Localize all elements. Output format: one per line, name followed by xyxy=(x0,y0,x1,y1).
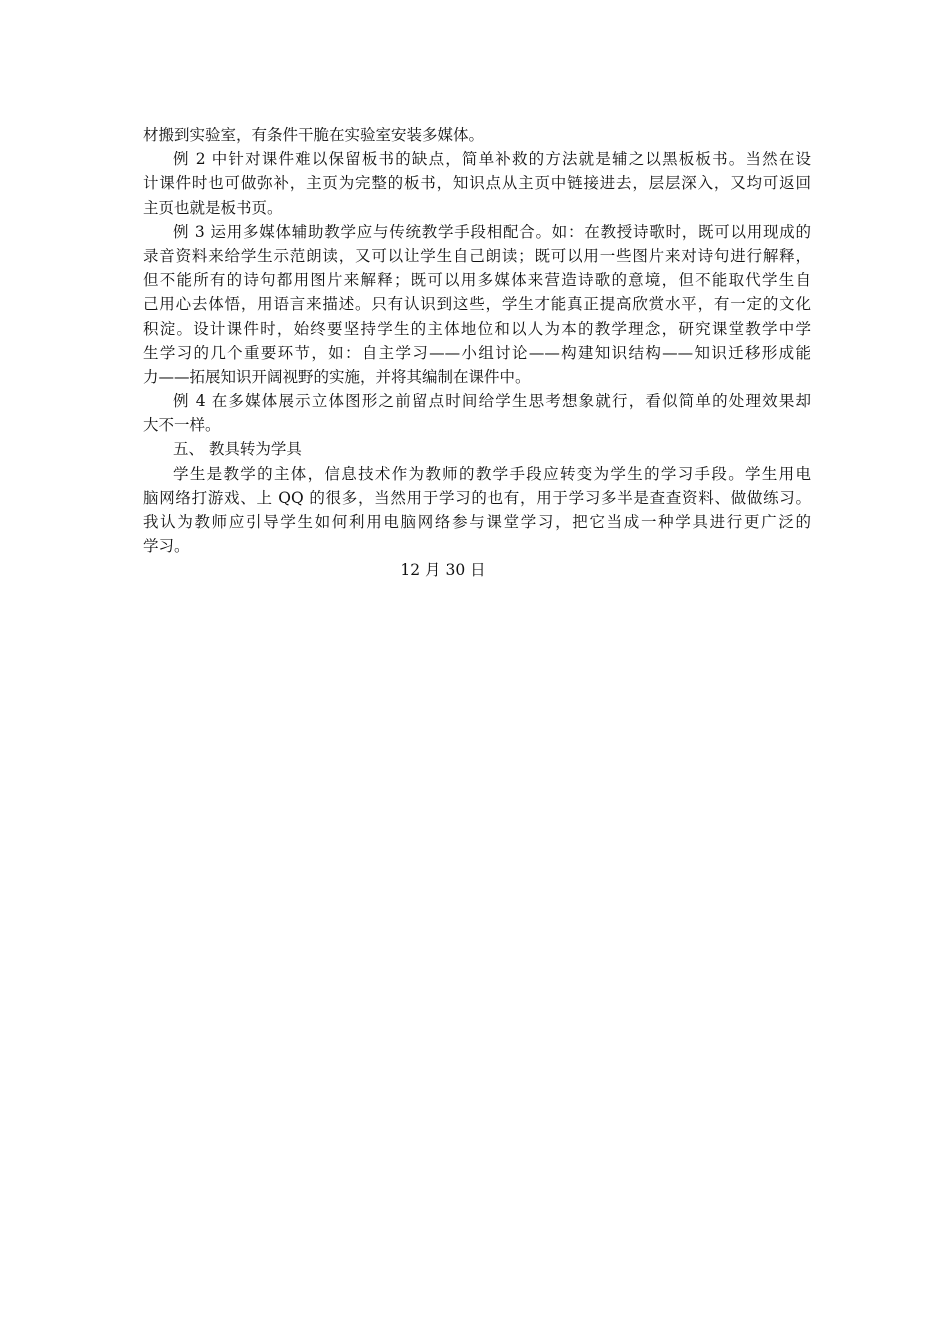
paragraph-continuation xyxy=(143,123,811,147)
paragraph-example-4 xyxy=(143,389,811,437)
section-heading xyxy=(143,437,811,461)
text-line: 我认为教师应引导学生如何利用电脑网络参与课堂学习，把它当成一种学具进行更广泛的 xyxy=(143,513,811,531)
text-line: 己用心去体悟，用语言来描述。只有认识到这些，学生才能真正提高欣赏水平，有一定的文化 xyxy=(143,295,811,314)
text-line: 录音资料来给学生示范朗读，又可以让学生自己朗读；既可以用一些图片来对诗句进行解释， xyxy=(143,246,811,265)
text-line: 生学习的几个重要环节，如：自主学习——小组讨论——构建知识结构——知识迁移形成能 xyxy=(143,343,811,362)
text-line: 例 4 在多媒体展示立体图形之前留点时间给学生思考想象就行，看似简单的处理效果却 xyxy=(173,392,811,411)
text-line: 学习。 xyxy=(143,537,190,556)
paragraph-example-2 xyxy=(143,147,811,220)
text-line: 学生是教学的主体，信息技术作为教师的教学手段应转变为学生的学习手段。学生用电 xyxy=(173,464,811,483)
text-line: 主页也就是板书页。 xyxy=(143,198,283,217)
paragraph-example-3 xyxy=(143,220,811,389)
text-line: 积淀。设计课件时，始终要坚持学生的主体地位和以人为本的教学理念，研究课堂教学中学 xyxy=(143,319,811,338)
heading-text: 五、 教具转为学具 xyxy=(173,440,302,459)
paragraph-section-5 xyxy=(143,462,811,559)
text-line: 大不一样。 xyxy=(143,416,221,435)
text-line: 但不能所有的诗句都用图片来解释；既可以用多媒体来营造诗歌的意境，但不能取代学生自 xyxy=(143,271,811,290)
text-line: 材搬到实验室，有条件干脆在实验室安装多媒体。 xyxy=(143,126,485,144)
text-line: 例 3 运用多媒体辅助教学应与传统教学手段相配合。如：在教授诗歌时，既可以用现成的 xyxy=(173,222,811,241)
text-line: 例 2 中针对课件难以保留板书的缺点，简单补救的方法就是辅之以黑板板书。当然在设 xyxy=(173,150,811,169)
document-page xyxy=(143,123,811,583)
document-date: 12 月 30 日 xyxy=(400,561,486,580)
text-line: 计课件时也可做弥补，主页为完整的板书，知识点从主页中链接进去，层层深入，又均可返回 xyxy=(143,174,811,193)
text-line: 脑网络打游戏、上 QQ 的很多，当然用于学习的也有，用于学习多半是查查资料、做做练习。 xyxy=(143,488,811,507)
text-line: 力——拓展知识开阔视野的实施，并将其编制在课件中。 xyxy=(143,367,531,386)
